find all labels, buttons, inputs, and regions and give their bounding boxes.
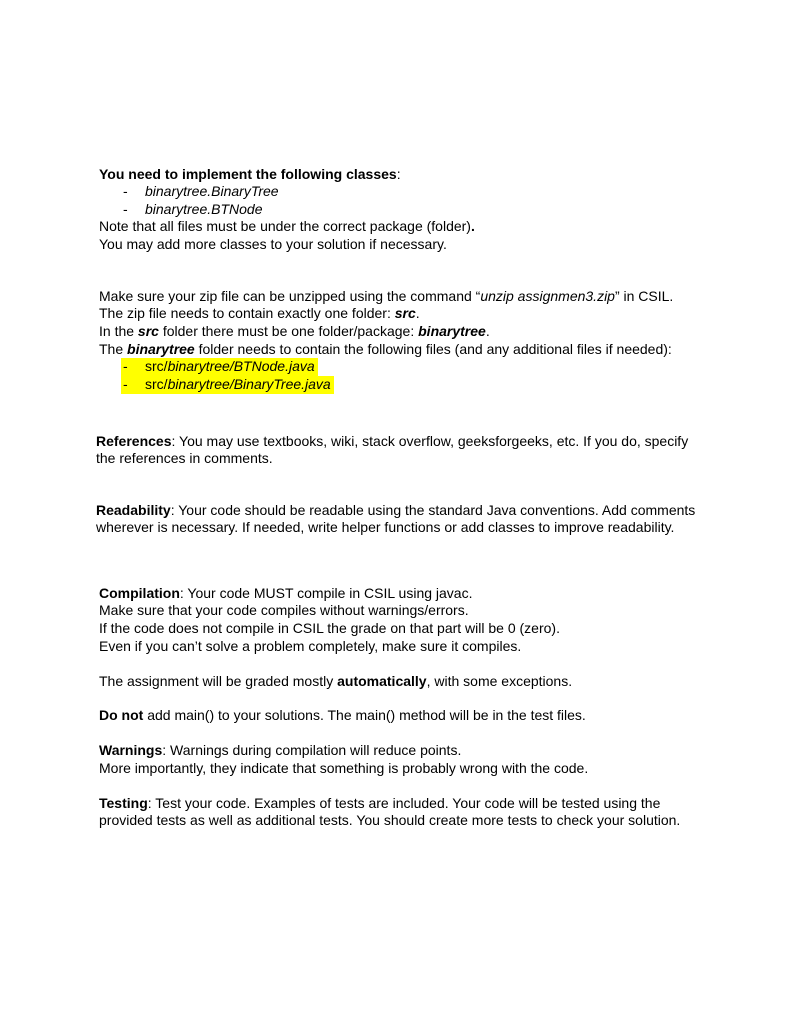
testing-text: : Test your code. Examples of tests are included. Your code will be tested using the: [147, 795, 661, 811]
class-item-btnode: binarytree.BTNode: [145, 201, 263, 217]
testing-line-1: [99, 795, 660, 812]
testing-label: Testing: [99, 795, 148, 811]
file-path: binarytree/BTNode.java: [167, 358, 315, 374]
zip-unzip-line: [99, 288, 673, 305]
src-package-text-b: folder there must be one folder/package:: [158, 323, 419, 339]
main-note-bold: Do not: [99, 707, 144, 723]
zip-folder-period: .: [415, 305, 420, 321]
src-package-line: [99, 323, 490, 340]
warnings-line-1: [99, 742, 461, 759]
package-note-text: Note that all files must be under the correct package (folder): [99, 218, 471, 234]
classes-heading-line: [99, 166, 401, 183]
grading-text-a: The assignment will be graded mostly: [99, 673, 338, 689]
zip-folder-text: The zip file needs to contain exactly one folder:: [99, 305, 395, 321]
references-line-2: the references in comments.: [96, 450, 273, 466]
package-files-text-b: folder needs to contain the following files (and any additional files if needed):: [194, 341, 672, 357]
grading-bold: automatically: [337, 673, 427, 689]
file-path: binarytree/BinaryTree.java: [167, 376, 331, 392]
compilation-line-3: If the code does not compile in CSIL the grade on that part will be 0 (zero).: [99, 620, 560, 636]
src-package-text-a: In the: [99, 323, 138, 339]
package-files-line: [99, 341, 672, 358]
package-note-period: .: [470, 218, 475, 234]
main-note-line: [99, 707, 586, 724]
zip-folder-line: [99, 305, 420, 322]
references-line-1: [96, 433, 688, 450]
classes-heading: You need to implement the following classes: [99, 166, 397, 182]
zip-unzip-text: Make sure your zip file can be unzipped using the command “: [99, 288, 481, 304]
readability-line-1: [96, 502, 695, 519]
file-bullet-2: [123, 376, 128, 393]
unzip-command: unzip assignmen3.zip: [480, 288, 615, 304]
class-bullet-1: [123, 183, 128, 200]
class-item-binarytree: binarytree.BinaryTree: [145, 183, 279, 199]
bullet-dash: -: [123, 183, 128, 199]
file-item-binarytree: [145, 376, 331, 393]
references-text: : You may use textbooks, wiki, stack overflow, geeksforgeeks, etc. If you do, specify: [171, 433, 689, 449]
bullet-dash: -: [123, 358, 128, 374]
classes-heading-colon: :: [396, 166, 401, 182]
references-label: References: [96, 433, 172, 449]
compilation-line-1: [99, 585, 472, 602]
readability-label: Readability: [96, 502, 171, 518]
compilation-line-4: Even if you can’t solve a problem completely, make sure it compiles.: [99, 638, 522, 654]
src-package-period: .: [485, 323, 490, 339]
extra-classes-note: You may add more classes to your solution if necessary.: [99, 236, 447, 252]
file-bullet-1: [123, 358, 128, 375]
grading-line: [99, 673, 572, 690]
file-prefix: src/: [145, 376, 168, 392]
warnings-line-2: More importantly, they indicate that something is probably wrong with the code.: [99, 760, 589, 776]
file-item-btnode: [145, 358, 315, 375]
compilation-text: : Your code MUST compile in CSIL using javac.: [179, 585, 473, 601]
grading-text-b: , with some exceptions.: [426, 673, 573, 689]
zip-unzip-suffix: ” in CSIL.: [614, 288, 674, 304]
testing-line-2: provided tests as well as additional tests. You should create more tests to check your solution.: [99, 812, 681, 828]
warnings-label: Warnings: [99, 742, 163, 758]
readability-line-2: wherever is necessary. If needed, write helper functions or add classes to improve readability.: [96, 519, 675, 535]
package-note: [99, 218, 475, 235]
bullet-dash: -: [123, 376, 128, 392]
src-folder-name: src: [394, 305, 416, 321]
package-files-text-a: The: [99, 341, 128, 357]
src-folder-name: src: [137, 323, 159, 339]
package-name: binarytree: [127, 341, 195, 357]
main-note-text: add main() to your solutions. The main() method will be in the test files.: [143, 707, 586, 723]
compilation-label: Compilation: [99, 585, 180, 601]
class-bullet-2: [123, 201, 128, 218]
package-name: binarytree: [418, 323, 486, 339]
compilation-line-2: Make sure that your code compiles without warnings/errors.: [99, 602, 469, 618]
warnings-text: : Warnings during compilation will reduce points.: [162, 742, 462, 758]
file-prefix: src/: [145, 358, 168, 374]
bullet-dash: -: [123, 201, 128, 217]
readability-text: : Your code should be readable using the standard Java conventions. Add comments: [170, 502, 696, 518]
